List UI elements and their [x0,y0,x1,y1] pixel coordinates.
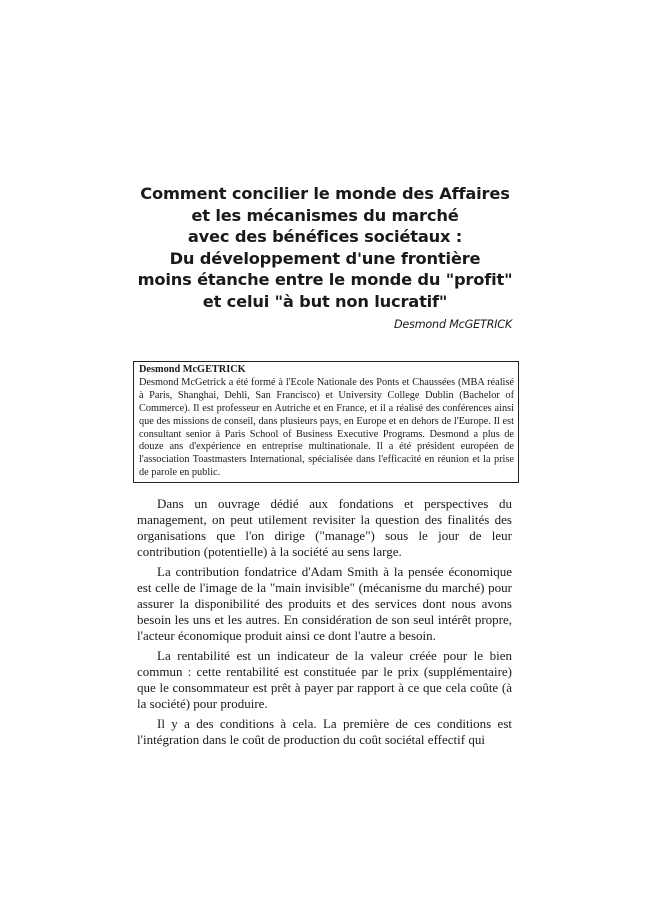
title-line: Du développement d'une frontière [169,248,481,268]
paragraph: La rentabilité est un indicateur de la valeur créée pour le bien commun : cette rentabilité est constituée par le prix (supplémentaire) que le consommateur est prêt à payer par rapport à ce que cela coûte (à la société) pour produire. [137,648,512,711]
title-line: avec des bénéfices sociétaux : [187,227,463,247]
title-line: moins étanche entre le monde du "profit" [137,270,513,290]
author-byline: Desmond McGETRICK [393,318,512,331]
title-line: et les mécanismes du marché [191,205,459,225]
paragraph: Il y a des conditions à cela. La première de ces conditions est l'intégration dans le coût de production du coût sociétal effectif qui [137,716,512,747]
title-line: et celui "à but non lucratif" [202,291,448,311]
author-bio-box [133,361,519,483]
article-body [137,496,512,752]
paragraph: La contribution fondatrice d'Adam Smith à la pensée économique est celle de l'image de la "main invisible" (mécanisme du marché) pour assurer la disponibilité des produits et des services dont nous avons besoin les uns et les autres. En considération de son seul intérêt propre, l'acteur économique produit ainsi ce dont l'autre a besoin. [137,564,512,643]
bio-name: Desmond McGETRICK [139,364,246,375]
article-title [137,183,513,313]
title-line: Comment concilier le monde des Affaires [140,184,510,203]
bio-text: Desmond McGetrick a été formé à l'Ecole Nationale des Ponts et Chaussées (MBA réalisé à Paris, Shanghai, Dehli, San Francisco) et University College Dublin (Bachelor of Commerce). Il est professeur en Autriche et en France, et il a réalisé des conférences ainsi que des missions de conseil, dans plusieurs pays, en Europe et en dehors de l'Europe. Il est consultant senior à Paris School of Business Executive Programs. Desmond a plus de douze ans d'expérience en entreprise multinationale. Il a été président européen de l'association Toastmasters International, spécialisée dans l'efficacité en réunion et la prise de parole en public. [139,376,514,479]
paragraph: Dans un ouvrage dédié aux fondations et perspectives du management, on peut utilement revisiter la question des finalités des organisations que l'on dirige ("manage") sous le jour de leur contribution (potentielle) à la société au sens large. [137,496,512,559]
